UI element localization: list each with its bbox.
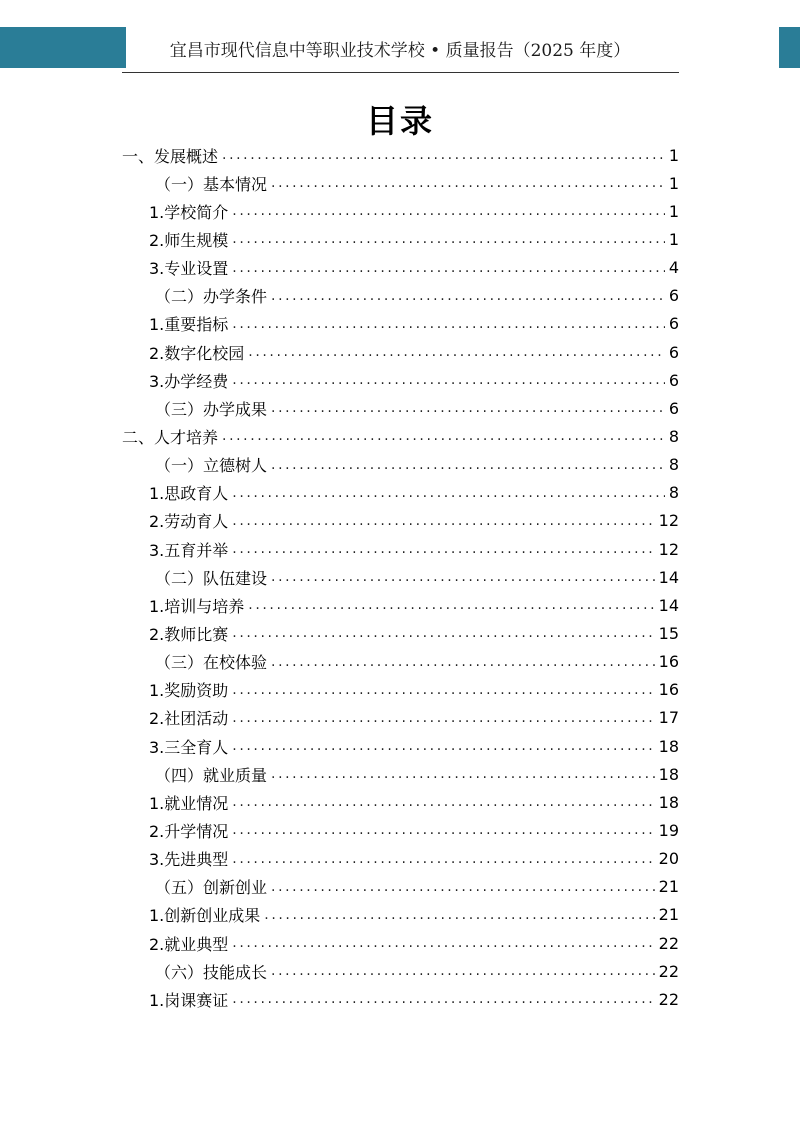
toc-entry-label: 1.岗课赛证 — [149, 990, 229, 1010]
toc-page-number: 18 — [658, 736, 679, 756]
running-header-title: 宜昌市现代信息中等职业技术学校 • 质量报告（2025 年度） — [169, 41, 631, 61]
toc-entry[interactable] — [122, 845, 679, 873]
toc-page-number: 1 — [668, 145, 679, 165]
dot-leader — [271, 175, 665, 191]
toc-entry-label: （二）队伍建设 — [155, 568, 268, 588]
toc-page-number: 14 — [658, 595, 679, 615]
toc-entry-label: 3.五育并举 — [149, 540, 229, 560]
toc-page-number: 1 — [668, 201, 679, 221]
dot-leader — [232, 794, 654, 810]
toc-entry[interactable] — [122, 901, 679, 929]
toc-page-number: 6 — [668, 370, 679, 390]
toc-page-number: 20 — [658, 849, 679, 869]
header-accent-band-right — [779, 27, 800, 68]
toc-page-number: 22 — [658, 989, 679, 1009]
toc-entry-label: 1.学校简介 — [149, 202, 229, 222]
toc-entry-label: 2.社团活动 — [149, 709, 229, 729]
toc-entry[interactable] — [122, 732, 679, 760]
toc-page-number: 4 — [668, 258, 679, 278]
toc-page-number: 6 — [668, 342, 679, 362]
toc-entry[interactable] — [122, 338, 679, 366]
toc-entry[interactable] — [122, 394, 679, 422]
dot-leader — [232, 682, 654, 698]
toc-page-number: 22 — [658, 933, 679, 953]
toc-entry[interactable] — [122, 310, 679, 338]
toc-entry[interactable] — [122, 957, 679, 985]
toc-entry[interactable] — [122, 197, 679, 225]
dot-leader — [232, 991, 654, 1007]
toc-entry-label: 2.就业典型 — [149, 934, 229, 954]
toc-page-number: 6 — [668, 286, 679, 306]
dot-leader — [271, 654, 655, 670]
toc-entry[interactable] — [122, 422, 679, 450]
toc-entry[interactable] — [122, 985, 679, 1013]
toc-entry-label: 一、发展概述 — [122, 146, 219, 166]
toc-entry[interactable] — [122, 760, 679, 788]
toc-entry[interactable] — [122, 479, 679, 507]
toc-entry-label: （二）办学条件 — [155, 287, 268, 307]
toc-entry[interactable] — [122, 282, 679, 310]
dot-leader — [232, 203, 665, 219]
toc-entry-label: 2.升学情况 — [149, 821, 229, 841]
toc-entry-label: 2.数字化校园 — [149, 343, 245, 363]
dot-leader — [232, 851, 654, 867]
toc-entry-label: （三）在校体验 — [155, 653, 268, 673]
toc-entry-label: 1.创新创业成果 — [149, 906, 261, 926]
toc-page-number: 1 — [668, 173, 679, 193]
toc-page-number: 12 — [658, 539, 679, 559]
toc-entry[interactable] — [122, 225, 679, 253]
toc-entry[interactable] — [122, 141, 679, 169]
toc-page-number: 14 — [658, 567, 679, 587]
toc-entry[interactable] — [122, 816, 679, 844]
toc-page-number: 8 — [668, 455, 679, 475]
dot-leader — [232, 625, 654, 641]
dot-leader — [232, 710, 654, 726]
toc-page-number: 18 — [658, 792, 679, 812]
toc-entry-label: 3.三全育人 — [149, 737, 229, 757]
header-accent-band-left — [0, 27, 126, 68]
toc-entry-label: 3.先进典型 — [149, 850, 229, 870]
dot-leader — [232, 485, 665, 501]
toc-entry-label: 1.培训与培养 — [149, 596, 245, 616]
toc-page-number: 21 — [658, 905, 679, 925]
toc-entry[interactable] — [122, 366, 679, 394]
dot-leader — [248, 597, 654, 613]
dot-leader — [232, 372, 665, 388]
toc-entry[interactable] — [122, 451, 679, 479]
toc-page-number: 12 — [658, 511, 679, 531]
dot-leader — [271, 457, 665, 473]
dot-leader — [271, 766, 655, 782]
dot-leader — [232, 822, 654, 838]
toc-entry-label: 1.重要指标 — [149, 315, 229, 335]
toc-entry[interactable] — [122, 535, 679, 563]
toc-entry-label: 2.劳动育人 — [149, 512, 229, 532]
toc-entry-label: （一）基本情况 — [155, 174, 268, 194]
toc-page-number: 21 — [658, 877, 679, 897]
toc-entry-label: （一）立德树人 — [155, 456, 268, 476]
toc-entry-label: 1.就业情况 — [149, 793, 229, 813]
toc-entry-label: 二、人才培养 — [122, 427, 219, 447]
toc-page-number: 19 — [658, 820, 679, 840]
toc-entry-label: （四）就业质量 — [155, 765, 268, 785]
toc-entry[interactable] — [122, 254, 679, 282]
toc-entry[interactable] — [122, 873, 679, 901]
table-of-contents — [122, 141, 679, 1013]
toc-entry[interactable] — [122, 676, 679, 704]
toc-entry-label: 2.师生规模 — [149, 230, 229, 250]
toc-entry-label: 3.办学经费 — [149, 371, 229, 391]
header-divider — [122, 72, 679, 73]
dot-leader — [271, 288, 665, 304]
toc-entry[interactable] — [122, 563, 679, 591]
toc-page-number: 15 — [658, 623, 679, 643]
toc-entry-label: （六）技能成长 — [155, 962, 268, 982]
toc-page-number: 16 — [658, 680, 679, 700]
dot-leader — [232, 935, 654, 951]
dot-leader — [271, 400, 665, 416]
dot-leader — [222, 428, 665, 444]
toc-entry[interactable] — [122, 929, 679, 957]
dot-leader — [248, 344, 665, 360]
dot-leader — [232, 541, 654, 557]
toc-page-number: 22 — [658, 961, 679, 981]
dot-leader — [264, 907, 654, 923]
dot-leader — [271, 963, 655, 979]
toc-entry[interactable] — [122, 591, 679, 619]
toc-page-number: 1 — [668, 229, 679, 249]
dot-leader — [232, 738, 654, 754]
toc-entry[interactable] — [122, 507, 679, 535]
dot-leader — [271, 879, 655, 895]
toc-entry[interactable] — [122, 169, 679, 197]
dot-leader — [271, 569, 655, 585]
toc-entry[interactable] — [122, 788, 679, 816]
dot-leader — [232, 260, 665, 276]
toc-page-number: 16 — [658, 652, 679, 672]
toc-entry[interactable] — [122, 619, 679, 647]
toc-entry-label: 1.思政育人 — [149, 484, 229, 504]
toc-entry[interactable] — [122, 704, 679, 732]
toc-entry-label: 1.奖励资助 — [149, 681, 229, 701]
dot-leader — [232, 316, 665, 332]
toc-page-number: 8 — [668, 426, 679, 446]
toc-page-number: 6 — [668, 314, 679, 334]
dot-leader — [232, 231, 665, 247]
toc-entry-label: 3.专业设置 — [149, 259, 229, 279]
dot-leader — [232, 513, 654, 529]
toc-heading: 目录 — [365, 102, 434, 140]
dot-leader — [222, 147, 665, 163]
toc-entry-label: （三）办学成果 — [155, 399, 268, 419]
toc-page-number: 8 — [668, 483, 679, 503]
toc-page-number: 18 — [658, 764, 679, 784]
toc-entry-label: 2.教师比赛 — [149, 624, 229, 644]
toc-entry-label: （五）创新创业 — [155, 878, 268, 898]
toc-entry[interactable] — [122, 648, 679, 676]
toc-page-number: 6 — [668, 398, 679, 418]
toc-page-number: 17 — [658, 708, 679, 728]
